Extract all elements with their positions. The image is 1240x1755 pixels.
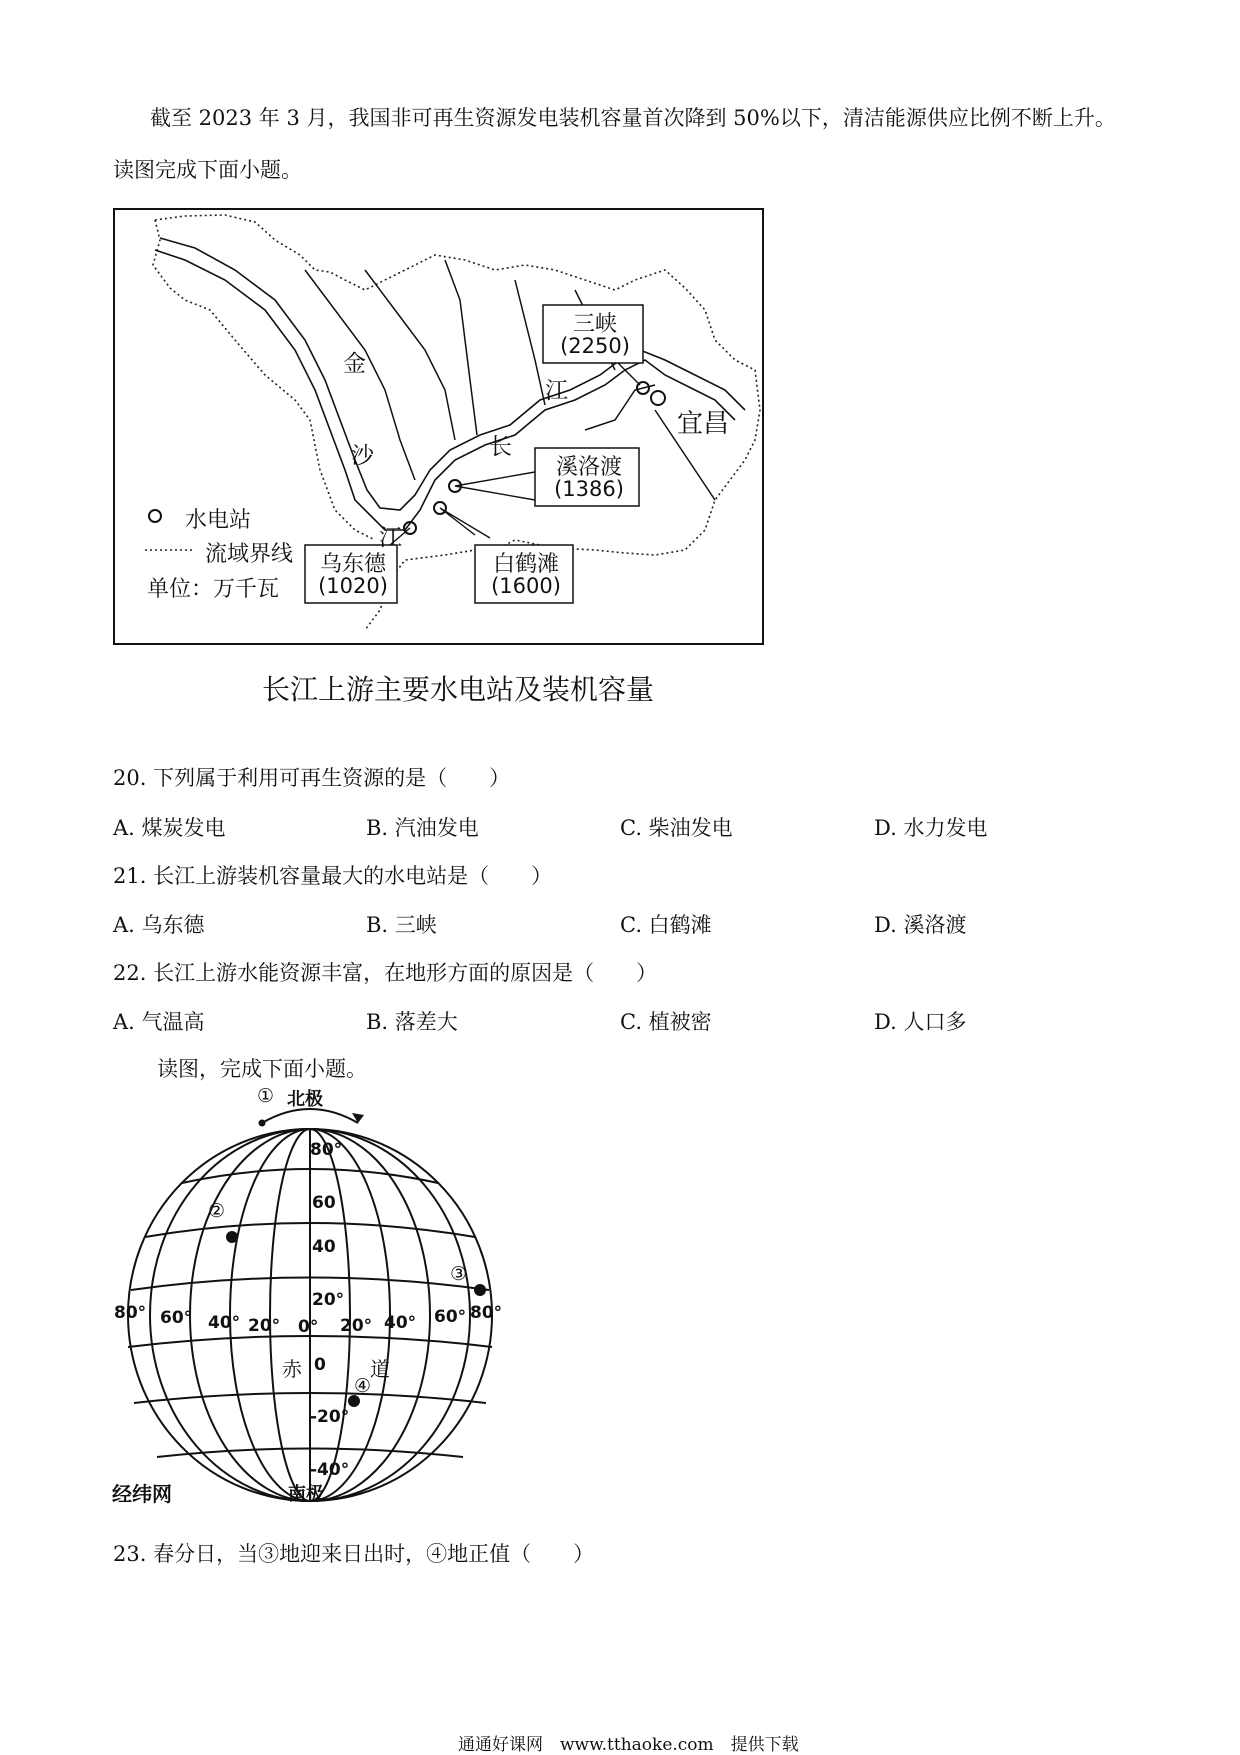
question-20-option-a[interactable]: A. 煤炭发电 [113,816,226,840]
point-2-dot [226,1231,238,1243]
question-22-stem: 22. 长江上游水能资源丰富，在地形方面的原因是（ ） [113,961,658,985]
river-char-jiang: 江 [379,525,402,551]
station-baihetan-name: 白鹤滩 [492,552,559,577]
callout-xiluodu-leader [455,472,535,500]
yangtze-map [113,208,764,645]
legend-unit: 单位：万千瓦 [147,577,280,602]
question-22-option-c[interactable]: C. 植被密 [620,1010,712,1034]
equator-char-1: 赤 [282,1357,302,1381]
question-22-option-d[interactable]: D. 人口多 [874,1010,967,1034]
question-20-option-d[interactable]: D. 水力发电 [874,816,988,840]
lat-label-80: 80° [310,1140,343,1160]
station-wudongde-name: 乌东德 [319,552,386,577]
point-1-label: ① [257,1085,275,1107]
footer-credit: 通通好课网 www.tthaoke.com 提供下载 [458,1735,799,1755]
graticule-title: 经纬网 [112,1482,172,1506]
point-2-label: ② [208,1200,226,1222]
equator-char-2: 道 [370,1357,390,1381]
graticule-figure [112,1085,512,1505]
lon-label-w60: 60° [160,1308,193,1328]
station-xiluodu-name: 溪洛渡 [555,455,622,480]
north-pole-label: 北极 [287,1089,323,1110]
river-char-chang: 长 [489,434,512,460]
question-22-option-a[interactable]: A. 气温高 [113,1010,205,1034]
river-char-jin: 金 [343,351,366,377]
legend-station-icon [149,510,161,522]
question-23-stem: 23. 春分日，当③地迎来日出时，④地正值（ ） [113,1542,595,1566]
tributary-2 [365,270,455,440]
map-caption: 长江上游主要水电站及装机容量 [262,673,655,706]
station-baihetan-capacity: (1600) [491,574,561,598]
station-xiluodu-capacity: (1386) [554,477,624,501]
tributary-3 [445,260,477,435]
callout-baihetan-leader [440,508,490,538]
station-sanxia-capacity: (2250) [560,334,630,358]
question-21-option-a[interactable]: A. 乌东德 [113,913,205,937]
question-20-option-b[interactable]: B. 汽油发电 [366,816,479,840]
lon-label-0: 0° [298,1317,319,1337]
intro-line-1: 截至 2023 年 3 月，我国非可再生资源发电装机容量首次降到 50%以下，清洁能源供应比例不断上升。 [150,106,1116,130]
legend-boundary-label: 流域界线 [205,542,294,567]
question-21-option-b[interactable]: B. 三峡 [366,913,437,937]
lon-label-w20: 20° [248,1316,281,1336]
intro-line-2: 读图完成下面小题。 [113,158,302,182]
point-1-dot [259,1120,266,1127]
question-21-option-c[interactable]: C. 白鹤滩 [620,913,712,937]
question-20-stem: 20. 下列属于利用可再生资源的是（ ） [113,766,511,790]
city-yichang-label: 宜昌 [677,409,730,439]
lon-label-w80: 80° [114,1303,147,1323]
lat-label-minus-20: -20° [310,1407,350,1427]
point-4-label: ④ [354,1375,372,1397]
city-yichang-icon [651,391,665,405]
lon-label-e20: 20° [340,1316,373,1336]
lat-label-40: 40 [312,1237,336,1257]
legend-station-label: 水电站 [185,508,252,533]
question-22-option-b[interactable]: B. 落差大 [366,1010,458,1034]
tributary-6 [585,385,655,430]
lat-label-minus-40: -40° [310,1460,350,1480]
lon-label-e40: 40° [384,1313,417,1333]
question-21-option-d[interactable]: D. 溪洛渡 [874,913,967,937]
lon-label-e80: 80° [470,1303,503,1323]
lon-label-w40: 40° [208,1313,241,1333]
station-wudongde-capacity: (1020) [318,574,388,598]
tributary-4 [515,280,545,405]
rotation-arrow [262,1109,358,1123]
lon-label-e60: 60° [434,1307,467,1327]
lat-label-60: 60 [312,1193,336,1213]
river-char-sha: 沙 [351,443,374,469]
lat-label-20: 20° [312,1290,345,1310]
lat-label-0: 0 [314,1355,326,1375]
station-sanxia-name: 三峡 [572,312,617,337]
point-3-label: ③ [450,1263,468,1285]
south-pole-label: 南极 [288,1484,324,1505]
question-21-stem: 21. 长江上游装机容量最大的水电站是（ ） [113,864,553,888]
river-char-jiang-2: 江 [545,378,568,404]
question-20-option-c[interactable]: C. 柴油发电 [620,816,733,840]
globe-intro: 读图，完成下面小题。 [157,1057,367,1081]
point-3-dot [474,1284,486,1296]
